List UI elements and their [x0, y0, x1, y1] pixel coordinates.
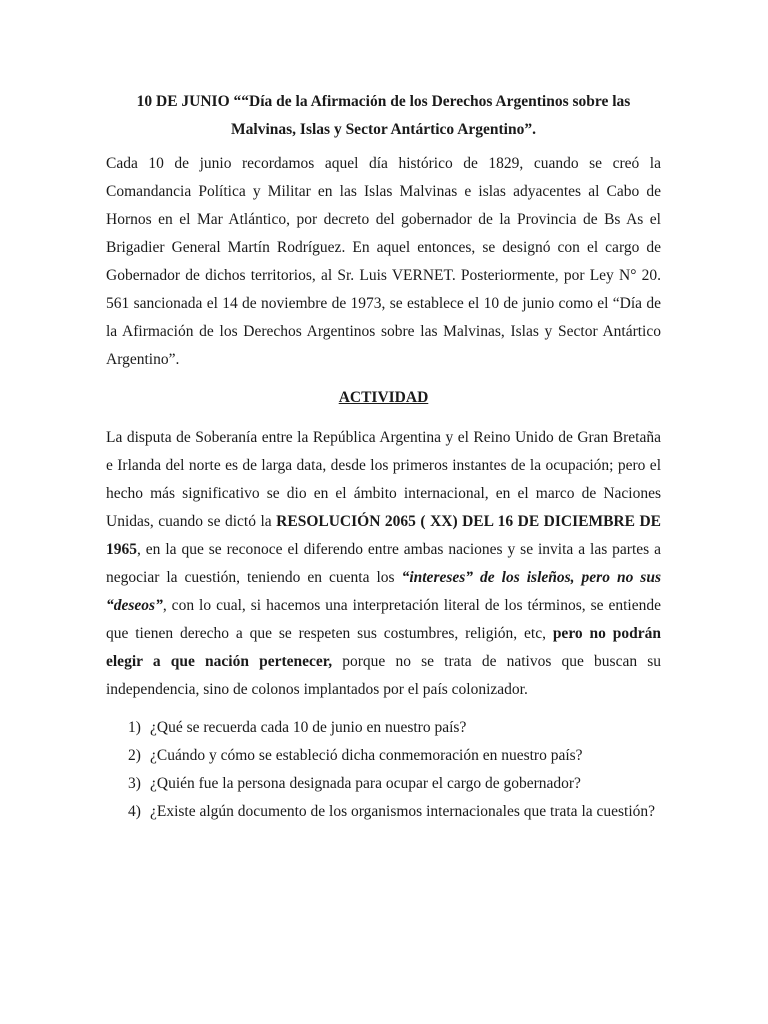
question-text: ¿Cuándo y cómo se estableció dicha conmemoración en nuestro país? — [150, 747, 583, 764]
activity-heading: ACTIVIDAD — [338, 389, 429, 406]
question-text: ¿Qué se recuerda cada 10 de junio en nuestro país? — [150, 719, 467, 736]
page-title — [106, 88, 661, 144]
question-number: 2) — [128, 747, 141, 764]
question-number: 1) — [128, 719, 141, 736]
intro-paragraph: Cada 10 de junio recordamos aquel día histórico de 1829, cuando se creó la Comandancia Política y Militar en las Islas Malvinas e islas adyacentes al Cabo de Hornos en el Mar Atlántico, por decreto del gobernador de la Provincia de Bs As el Brigadier General Martín Rodríguez. En aquel entonces, se designó con el cargo de Gobernador de dichos territorios, al Sr. Luis VERNET. Posteriormente, por Ley N° 20. 561 sancionada el 14 de noviembre de 1973, se establece el 10 de junio como el “Día de la Afirmación de los Derechos Argentinos sobre las Malvinas, Islas y Sector Antártico Argentino”. — [106, 155, 661, 368]
question-item — [106, 770, 661, 798]
question-text: ¿Existe algún documento de los organismos internacionales que trata la cuestión? — [150, 803, 656, 820]
activity-text-3: , con lo cual, si hacemos una interpretación literal de los términos, se entiende que tienen derecho a que se respeten sus costumbres, religión, etc, — [106, 597, 661, 642]
question-text: ¿Quién fue la persona designada para ocupar el cargo de gobernador? — [150, 775, 581, 792]
question-item — [106, 798, 661, 826]
question-number: 3) — [128, 775, 141, 792]
activity-paragraph — [106, 424, 661, 704]
interests-quote: “intereses” de los isleños, pero no sus “deseos” — [106, 569, 661, 614]
question-item — [106, 742, 661, 770]
questions-list — [106, 714, 661, 826]
question-number: 4) — [128, 803, 141, 820]
emphasis-text: pero no podrán elegir a que nación pertenecer, — [106, 625, 661, 670]
title-line-2: Malvinas, Islas y Sector Antártico Argentino”. — [231, 121, 536, 138]
activity-text-1: La disputa de Soberanía entre la República Argentina y el Reino Unido de Gran Bretaña e Irlanda del norte es de larga data, desde los primeros instantes de la ocupación; pero el hecho más significativo se dio en el ámbito internacional, en el marco de Naciones Unidas, cuando se dictó la — [106, 429, 661, 530]
activity-text-2: , en la que se reconoce el diferendo entre ambas naciones y se invita a las partes a negociar la cuestión, teniendo en cuenta los — [106, 541, 661, 586]
resolution-reference: RESOLUCIÓN 2065 ( XX) DEL 16 DE DICIEMBRE DE 1965 — [106, 513, 662, 558]
document-page — [106, 88, 661, 826]
activity-text-4: porque no se trata de nativos que buscan su independencia, sino de colonos implantados por el país colonizador. — [106, 653, 662, 698]
title-line-1: 10 DE JUNIO ““Día de la Afirmación de los Derechos Argentinos sobre las — [136, 93, 631, 110]
question-item — [106, 714, 661, 742]
